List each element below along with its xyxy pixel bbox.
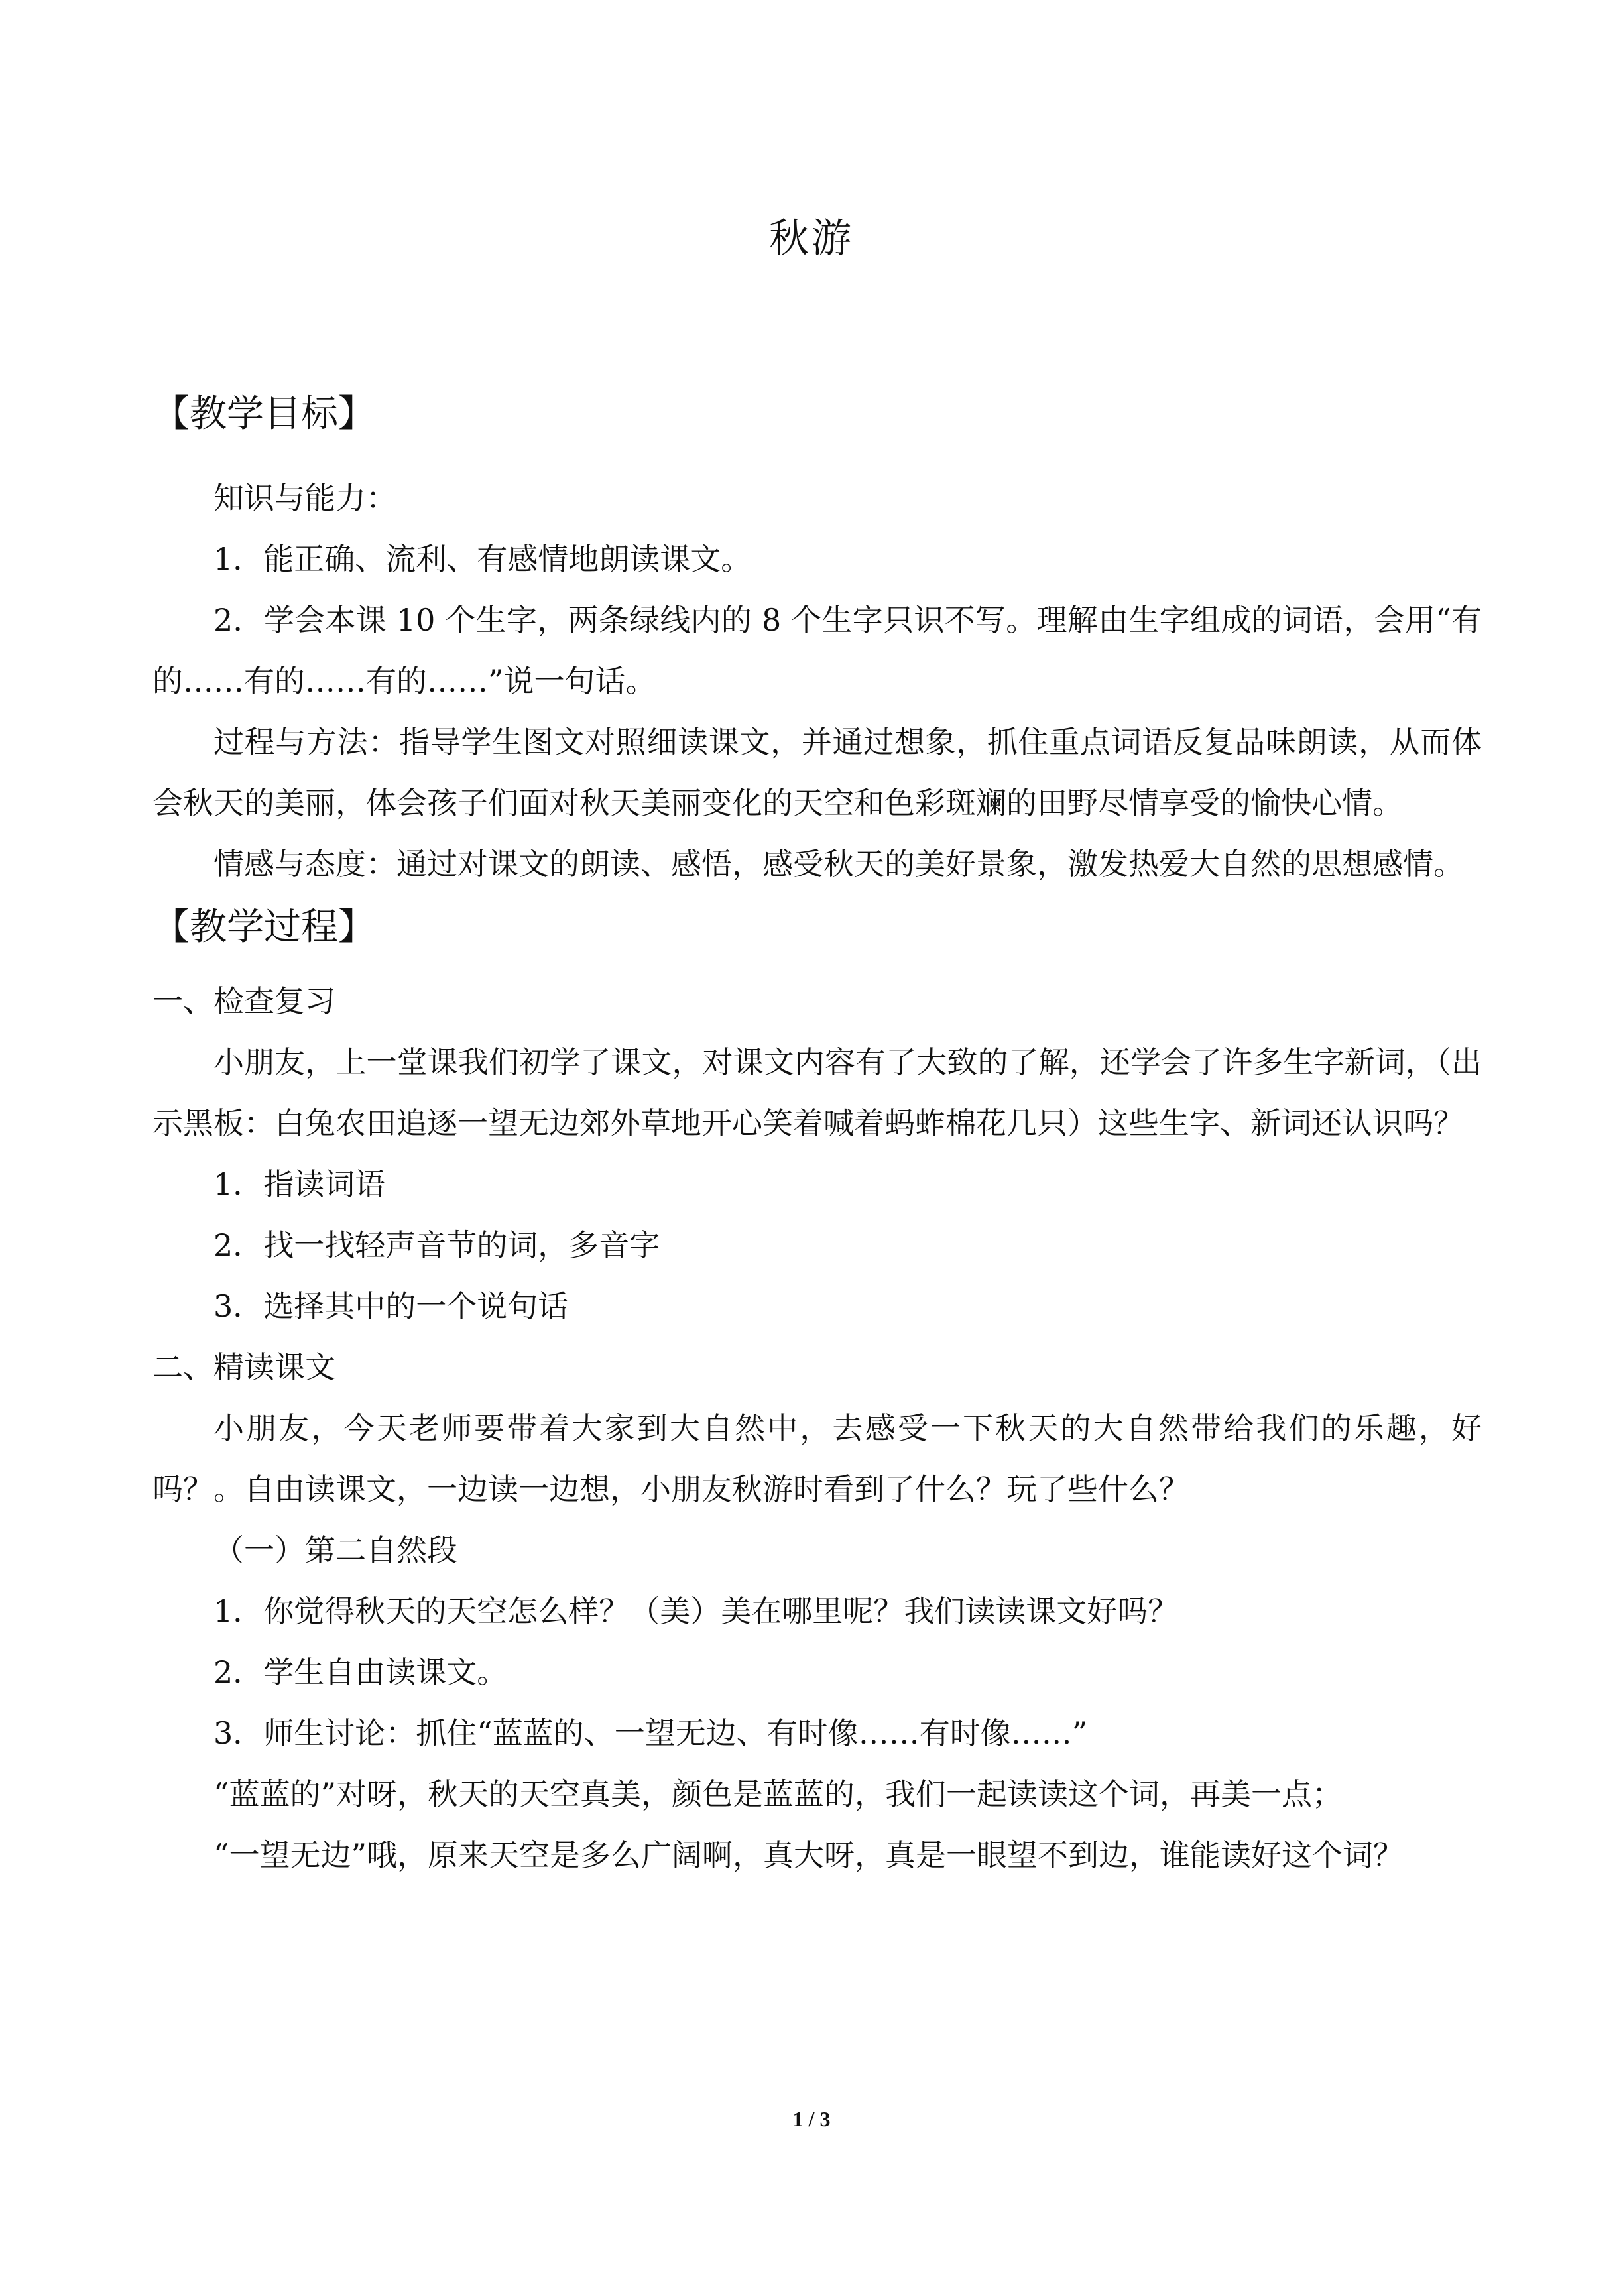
objective-emotion-attitude: 情感与态度：通过对课文的朗读、感悟，感受秋天的美好景象，激发热爱大自然的思想感情。 xyxy=(213,846,1464,882)
part1-item: 1．指读词语 xyxy=(213,1166,386,1202)
objectives-heading: 【教学目标】 xyxy=(152,393,375,436)
part1-heading: 一、检查复习 xyxy=(152,983,335,1019)
process-heading: 【教学过程】 xyxy=(152,906,375,949)
part1-item: 2．找一找轻声音节的词，多音字 xyxy=(213,1227,660,1263)
part2-item: 1．你觉得秋天的天空怎么样？（美）美在哪里呢？我们读读课文好吗？ xyxy=(213,1593,1179,1629)
page-number: 1 / 3 xyxy=(792,2107,831,2131)
part2-item: 3．师生讨论：抓住“蓝蓝的、一望无边、有时像……有时像……” xyxy=(213,1715,1088,1751)
part2-item: 2．学生自由读课文。 xyxy=(213,1654,508,1690)
part2-line: “一望无边”哦，原来天空是多么广阔啊，真大呀，真是一眼望不到边，谁能读好这个词？ xyxy=(213,1837,1404,1873)
document-body xyxy=(152,388,1482,1886)
part1-item: 3．选择其中的一个说句话 xyxy=(213,1288,569,1324)
objective-item: 2．学会本课 10 个生字，两条绿线内的 8 个生字只识不写。理解由生字组成的词语，会用“有的……有的……有的……”说一句话。 xyxy=(152,602,1482,699)
part2-line: “蓝蓝的”对呀，秋天的天空真美，颜色是蓝蓝的，我们一起读读这个词，再美一点； xyxy=(213,1776,1343,1812)
objective-process-method: 过程与方法：指导学生图文对照细读课文，并通过想象，抓住重点词语反复品味朗读，从而体会秋天的美丽，体会孩子们面对秋天美丽变化的天空和色彩斑斓的田野尽情享受的愉快心情。 xyxy=(152,724,1482,821)
objective-item: 1．能正确、流利、有感情地朗读课文。 xyxy=(213,541,752,577)
part2-intro: 小朋友，今天老师要带着大家到大自然中，去感受一下秋天的大自然带给我们的乐趣，好吗？。自由读课文，一边读一边想，小朋友秋游时看到了什么？玩了些什么？ xyxy=(152,1410,1482,1507)
part1-intro: 小朋友，上一堂课我们初学了课文，对课文内容有了大致的了解，还学会了许多生字新词，（出示黑板：白兔农田追逐一望无边郊外草地开心笑着喊着蚂蚱棉花几只）这些生字、新词还认识吗？ xyxy=(152,1044,1482,1141)
part2-heading: 二、精读课文 xyxy=(152,1349,335,1385)
part2-subheading: （一）第二自然段 xyxy=(213,1532,457,1568)
objective-knowledge-label: 知识与能力： xyxy=(213,480,396,516)
document-title: 秋游 xyxy=(769,215,854,262)
